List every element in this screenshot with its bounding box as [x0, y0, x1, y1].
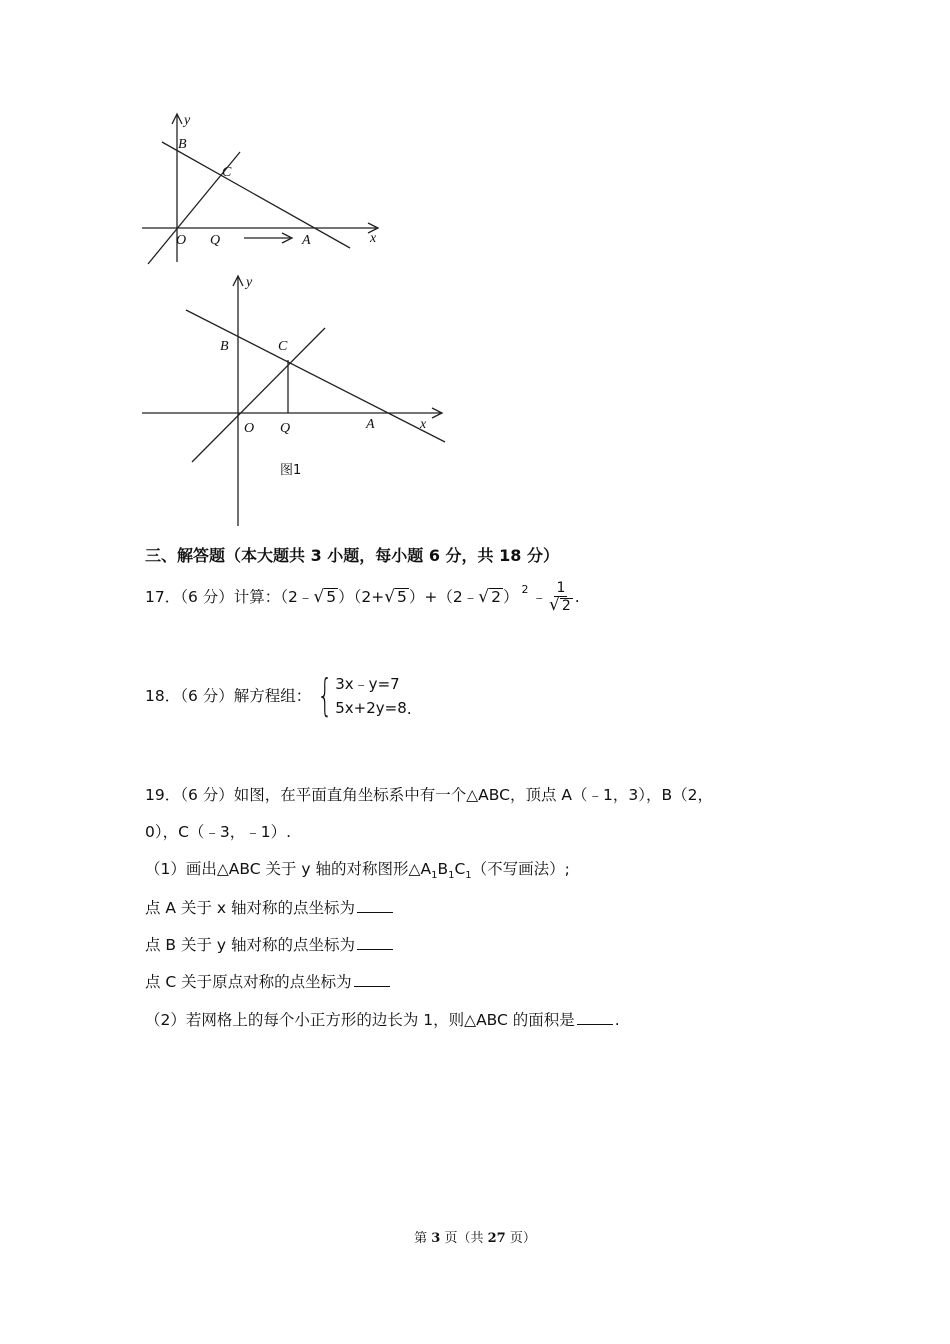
fraction-denominator: √ 2: [549, 595, 571, 615]
label-x: x: [370, 231, 377, 246]
sqrt-2-a: √ 2: [478, 587, 501, 608]
label-y: y: [246, 275, 253, 290]
q17-mid3: ）: [503, 588, 519, 606]
brace-icon: {: [317, 670, 333, 721]
fraction-numerator: 1: [556, 580, 566, 596]
q19-statement-c: 点 C 关于原点对称的点坐标为: [145, 970, 392, 993]
label-o: O: [176, 233, 187, 248]
question-17: [145, 580, 580, 614]
answer-blank-a[interactable]: [357, 896, 393, 913]
label-q: Q: [280, 421, 291, 436]
label-a: A: [366, 417, 375, 432]
label-c: C: [278, 339, 288, 354]
line-ab: [186, 310, 445, 442]
answer-blank-b[interactable]: [357, 933, 393, 950]
label-a: A: [302, 233, 311, 248]
q17-mid2: ）+（2﹣: [408, 588, 479, 606]
page-number: 3: [431, 1231, 441, 1246]
label-y: y: [184, 113, 191, 128]
q18-prefix: 18．（6 分）解方程组：: [145, 687, 312, 705]
equation-2: 5x+2y=8: [335, 699, 407, 717]
sqrt-5-a: √ 5: [313, 587, 337, 608]
label-c: C: [222, 165, 232, 180]
total-pages: 27: [487, 1231, 506, 1246]
q17-exponent: 2: [521, 583, 529, 596]
figure-2-svg: [140, 270, 450, 530]
figure-1-svg: [140, 110, 390, 270]
q17-mid1: ）（2+: [338, 588, 385, 606]
q19-part2: （2）若网格上的每个小正方形的边长为 1，则△ABC 的面积是 .: [145, 1008, 620, 1031]
label-x: x: [420, 417, 427, 432]
sqrt-5-b: √ 5: [384, 587, 407, 608]
label-b: B: [220, 339, 229, 354]
label-q: Q: [210, 233, 221, 248]
answer-blank-c[interactable]: [354, 970, 390, 987]
figure-1: [140, 110, 390, 270]
q19-part1: （1）画出△ABC 关于 y 轴的对称图形$\triangle A_1B_1C_1$（不写画法）;: [145, 860, 570, 882]
q18-end: .: [406, 700, 412, 718]
equation-1: 3x﹣y=7: [335, 675, 400, 693]
section-3-title: 三、解答题（本大题共 3 小题，每小题 6 分，共 18 分）: [145, 546, 559, 565]
q19-statement-b: 点 B 关于 y 轴对称的点坐标为: [145, 933, 395, 956]
figure-caption: 图1: [280, 463, 302, 478]
figure-2: [140, 270, 450, 530]
q17-end: .: [574, 588, 580, 606]
line-oc: [192, 328, 325, 462]
equation-system: [311, 672, 407, 720]
question-18: [145, 672, 412, 720]
q17-prefix: 17．（6 分）计算：（2﹣: [145, 588, 314, 606]
q19-statement-a: 点 A 关于 x 轴对称的点坐标为: [145, 896, 395, 919]
q19-line2: 0），C（﹣3，﹣1）.: [145, 823, 292, 841]
label-o: O: [244, 421, 255, 436]
page-footer: 第 3 页（共 27 页）: [414, 1231, 536, 1246]
line-ab: [162, 142, 350, 248]
answer-blank-area[interactable]: [577, 1008, 613, 1025]
label-b: B: [178, 137, 187, 152]
q19-line1: 19．（6 分）如图，在平面直角坐标系中有一个△ABC，顶点 A（﹣1，3），B（2，: [145, 786, 713, 804]
q17-minus: ﹣: [531, 588, 548, 606]
fraction-1-over-sqrt2: [549, 580, 573, 614]
